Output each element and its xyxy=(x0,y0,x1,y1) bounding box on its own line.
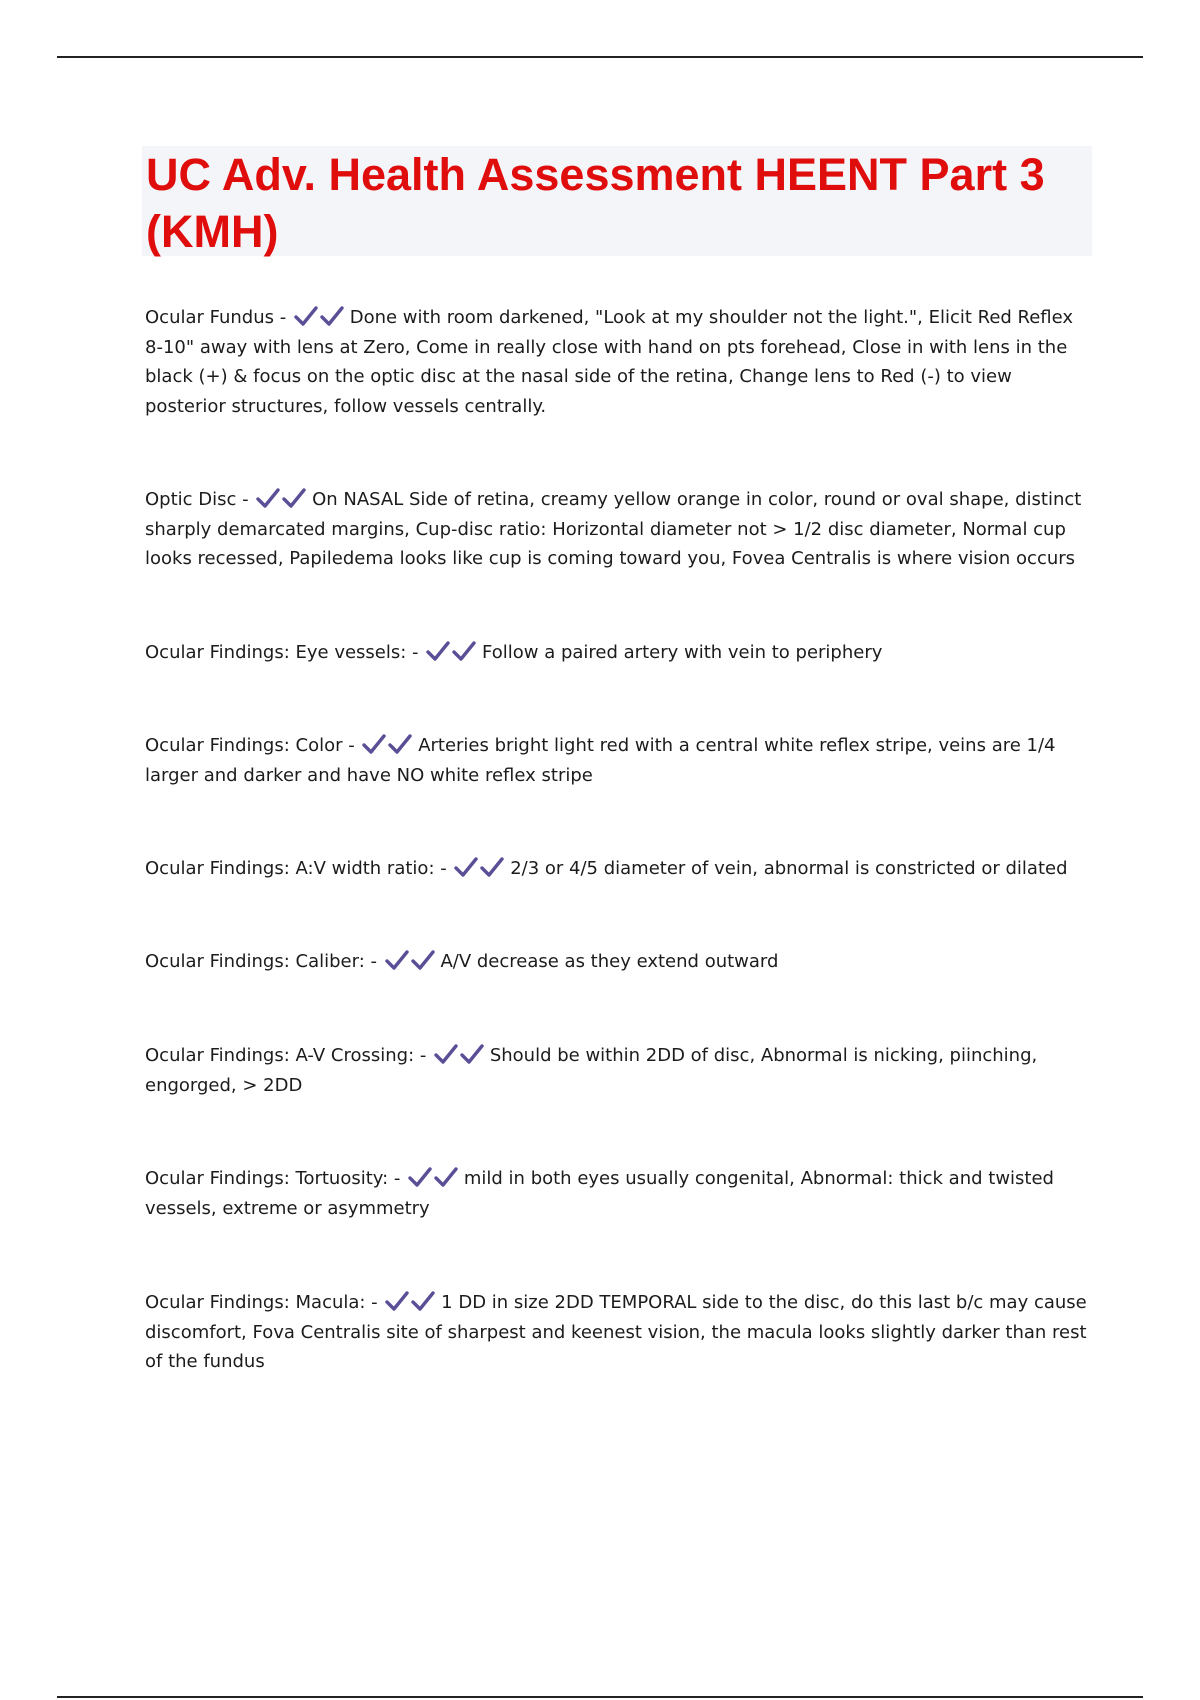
entry-term: Ocular Findings: Color - xyxy=(145,735,355,756)
check-mark-icon xyxy=(426,641,450,661)
entry-term: Optic Disc - xyxy=(145,489,249,510)
flashcard-entry-optic-disc xyxy=(145,485,1090,574)
check-mark-icon xyxy=(480,857,504,877)
entry-definition: Should be within 2DD of disc, Abnormal is nicking, piinching, engorged, > 2DD xyxy=(145,1045,1038,1096)
flashcard-entry-caliber xyxy=(145,947,1090,977)
entry-term: Ocular Findings: Macula: - xyxy=(145,1292,378,1313)
flashcard-entry-color xyxy=(145,731,1090,790)
check-mark-icon xyxy=(452,641,476,661)
flashcard-entry-eye-vessels xyxy=(145,638,1090,668)
check-mark-icon xyxy=(282,488,306,508)
entry-definition: 2/3 or 4/5 diameter of vein, abnormal is constricted or dilated xyxy=(510,858,1068,879)
check-mark-icon xyxy=(434,1167,458,1187)
check-mark-icon xyxy=(294,306,318,326)
entry-term: Ocular Fundus - xyxy=(145,307,287,328)
check-mark-icon xyxy=(411,950,435,970)
entry-term: Ocular Findings: Tortuosity: - xyxy=(145,1168,401,1189)
check-mark-icon xyxy=(362,734,386,754)
entry-definition: 1 DD in size 2DD TEMPORAL side to the disc, do this last b/c may cause discomfort, Fova Centralis site of sharpest and keenest vision, the macula looks slightly darker than rest of the fundus xyxy=(145,1292,1087,1372)
flashcard-entry-ocular-fundus xyxy=(145,303,1090,421)
check-mark-icon xyxy=(460,1044,484,1064)
flashcard-entry-macula xyxy=(145,1288,1090,1377)
entry-definition: mild in both eyes usually congenital, Abnormal: thick and twisted vessels, extreme or asymmetry xyxy=(145,1168,1054,1219)
check-mark-icon xyxy=(411,1291,435,1311)
entry-definition: On NASAL Side of retina, creamy yellow orange in color, round or oval shape, distinct sharply demarcated margins, Cup-disc ratio: Horizontal diameter not > 1/2 disc diameter, Normal cup looks recessed, Papiledema looks like cup is coming toward you, Fovea Centralis is where vision occurs xyxy=(145,489,1082,569)
entry-definition: Arteries bright light red with a central white reflex stripe, veins are 1/4 larger and darker and have NO white reflex stripe xyxy=(145,735,1056,786)
check-mark-icon xyxy=(434,1044,458,1064)
entry-term: Ocular Findings: A-V Crossing: - xyxy=(145,1045,427,1066)
check-mark-icon xyxy=(385,1291,409,1311)
check-mark-icon xyxy=(454,857,478,877)
page-title: UC Adv. Health Assessment HEENT Part 3 (KMH) xyxy=(146,149,1045,257)
bottom-divider xyxy=(57,1696,1143,1698)
check-mark-icon xyxy=(385,950,409,970)
flashcard-entry-av-crossing xyxy=(145,1041,1090,1100)
entry-definition: Done with room darkened, "Look at my shoulder not the light.", Elicit Red Reflex 8-10" away with lens at Zero, Come in really close with hand on pts forehead, Close in with lens in the black (+) & focus on the optic disc at the nasal side of the retina, Change lens to Red (-) to view posterior structures, follow vessels centrally. xyxy=(145,307,1074,417)
entry-term: Ocular Findings: A:V width ratio: - xyxy=(145,858,447,879)
entry-term: Ocular Findings: Caliber: - xyxy=(145,951,377,972)
top-divider xyxy=(57,56,1143,58)
check-mark-icon xyxy=(256,488,280,508)
entry-term: Ocular Findings: Eye vessels: - xyxy=(145,642,419,663)
title-banner xyxy=(142,146,1092,256)
flashcard-entry-tortuosity xyxy=(145,1164,1090,1223)
check-mark-icon xyxy=(388,734,412,754)
check-mark-icon xyxy=(320,306,344,326)
entry-definition: A/V decrease as they extend outward xyxy=(440,951,779,972)
entry-definition: Follow a paired artery with vein to periphery xyxy=(482,642,883,663)
flashcard-entry-av-width-ratio xyxy=(145,854,1090,884)
check-mark-icon xyxy=(408,1167,432,1187)
